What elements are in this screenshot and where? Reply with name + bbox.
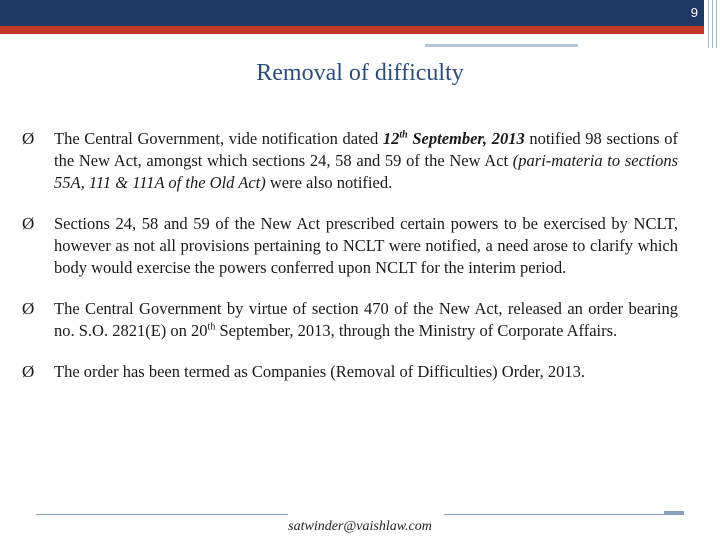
bullet-arrow-icon: Ø [22, 129, 35, 148]
bullet-text-part: September, 2013, through the Ministry of Corporate Affairs. [215, 321, 618, 340]
bullet-text-part: 12 [382, 129, 400, 148]
bullet-arrow-icon: Ø [22, 214, 35, 233]
bullet-item [22, 213, 678, 279]
bullet-text-part: The order has been termed as Companies (Removal of Difficulties) Order, 2013. [54, 362, 585, 381]
footer-email: satwinder@vaishlaw.com [288, 519, 432, 534]
bullet-text-part: The Central Government, vide notification dated [54, 129, 383, 148]
bullet-text-part: The Central Government by virtue of section 470 of the New Act, released an order bearing no. S.O. 2821(E) on 20 [54, 299, 678, 340]
footer-divider-right [444, 514, 684, 515]
header-decoration-lines [706, 0, 720, 48]
bullet-text-part: were also notified. [265, 173, 393, 192]
bullet-text-part: notified 98 sections of the New Act, amongst which sections 24, 58 and 59 of the New Act [54, 129, 678, 170]
footer-divider-left [36, 514, 288, 515]
bullet-text-part: Sections 24, 58 and 59 of the New Act prescribed certain powers to be exercised by NCLT, however as not all provisions pertaining to NCLT were notified, a need arose to clarify which body would exercise the powers conferred upon NCLT for the interim period. [54, 214, 678, 277]
header-decoration-bar [425, 44, 578, 47]
bullet-item [22, 298, 678, 342]
bullet-text-part: th [399, 129, 408, 141]
bullet-text-part: th [207, 321, 216, 333]
bullet-text [54, 298, 678, 342]
header-band [0, 0, 704, 26]
bullet-arrow-icon: Ø [22, 362, 35, 381]
page-number: 9 [690, 5, 698, 20]
bullet-text [54, 361, 678, 383]
footer-divider-tick [664, 511, 684, 514]
slide-title: Removal of difficulty [256, 60, 464, 86]
header-accent-band [0, 26, 704, 34]
bullet-text [54, 128, 678, 194]
bullet-arrow-icon: Ø [22, 299, 35, 318]
bullet-text-part: (pari-materia to sections 55A, 111 & 111A of the Old Act) [54, 151, 678, 192]
bullet-item [22, 128, 678, 194]
bullet-text [54, 213, 678, 279]
bullet-text-part: September, 2013 [407, 129, 525, 148]
bullet-item [22, 361, 678, 383]
bullet-list [22, 128, 678, 402]
